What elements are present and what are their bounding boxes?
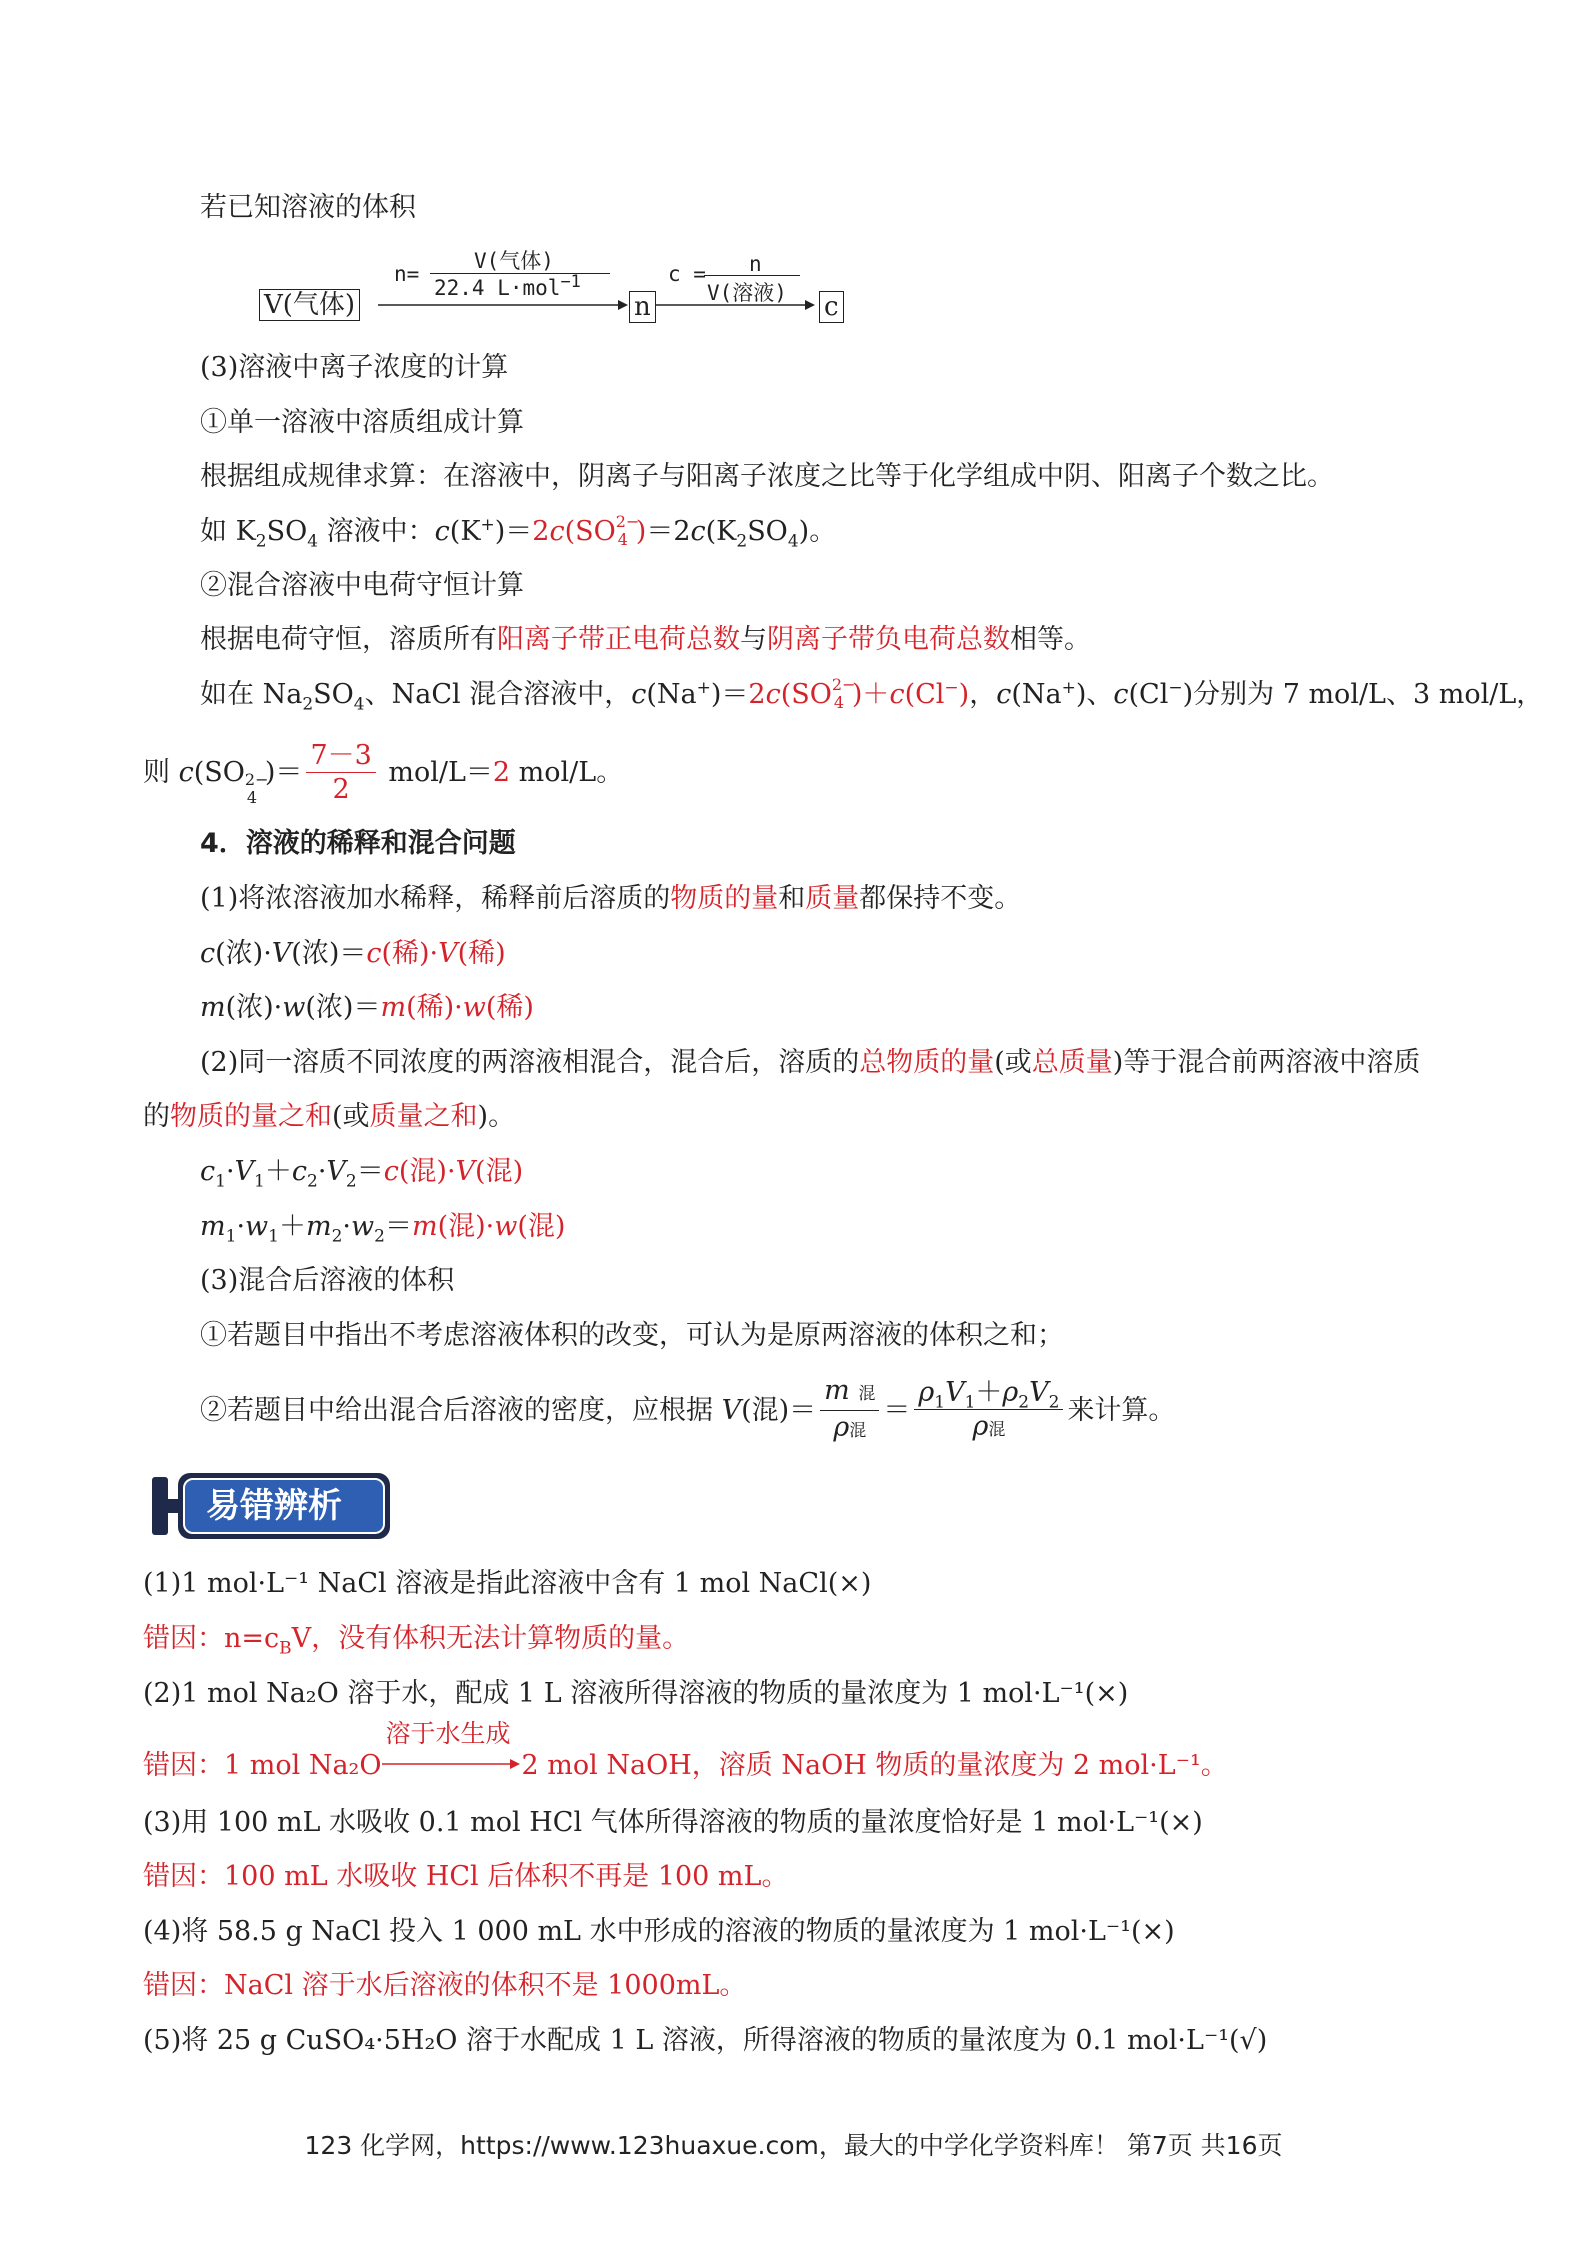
- error-item: (2)1 mol Na₂O 溶于水，配成 1 L 溶液所得溶液的物质的量浓度为 1 mol·L⁻¹(×): [143, 1678, 1129, 1709]
- k2so4-equation: 如 $K_2SO_4$ 溶液中：c(K+)＝2c(SO 2− 4 )$=2c(K_2SO_4)$。: [200, 512, 837, 552]
- flow-arrow2-fraction-bar: [704, 275, 800, 276]
- section-heading: 4．溶液的稀释和混合问题: [200, 828, 516, 859]
- page-footer: 123 化学网，https://www.123huaxue.com，最大的中学化学资料库！ 第7页 共16页: [304, 2131, 1283, 2160]
- text-line: ②混合溶液中电荷守恒计算: [200, 570, 524, 601]
- error-reason: 错因：100 mL 水吸收 HCl 后体积不再是 100 mL。: [143, 1861, 789, 1892]
- flow-arrow1-denominator: 22.4 L·mol$^{-1}$: [434, 272, 581, 300]
- charge-balance-equation: 如在 $Na_2SO_4$、NaCl 混合溶液中，c(Na+)＝2c(SO 2− 4 )＋c(Cl−)，c(Na+)、c(Cl−)分别为 7 mol/L、3 mol/L，: [200, 675, 1544, 715]
- mixing-equation-1: $c_1\cdot V_1+c_2\cdot V_2=c$(混)·V(混): [200, 1156, 524, 1192]
- text-line: (2)同一溶质不同浓度的两溶液相混合，混合后，溶质的总物质的量(或总质量)等于混合前两溶液中溶质: [200, 1047, 1421, 1078]
- error-item: (4)将 58.5 g NaCl 投入 1 000 mL 水中形成的溶液的物质的量浓度为 1 mol·L⁻¹(×): [143, 1916, 1175, 1947]
- error-item: (3)用 100 mL 水吸收 0.1 mol HCl 气体所得溶液的物质的量浓度恰好是 1 mol·L⁻¹(×): [143, 1807, 1203, 1838]
- error-reason: 错因：$n=c_BV$，没有体积无法计算物质的量。: [143, 1623, 690, 1659]
- error-item: (5)将 25 g CuSO₄·5H₂O 溶于水配成 1 L 溶液，所得溶液的物质的量浓度为 0.1 mol·L⁻¹(√): [143, 2025, 1268, 2056]
- text-line: (3)溶液中离子浓度的计算: [200, 352, 509, 383]
- text-line: 根据组成规律求算：在溶液中，阴离子与阳离子浓度之比等于化学组成中阴、阳离子个数之比。: [200, 461, 1334, 492]
- flow-arrow2-formula-lhs: c =: [668, 262, 706, 286]
- flow-box-n: n: [629, 291, 656, 323]
- text-line: 若已知溶液的体积: [200, 192, 416, 223]
- text-line: 的物质的量之和(或质量之和)。: [143, 1101, 516, 1132]
- error-reason: 错因：1 mol Na₂O 溶于水生成 2 mol NaOH，溶质 NaOH 物质的量浓度为 2 mol·L⁻¹。: [143, 1748, 1228, 1784]
- flow-arrow2-numerator: n: [749, 252, 762, 276]
- text-line: (3)混合后溶液的体积: [200, 1265, 455, 1296]
- mixed-volume-formula: ②若题目中给出混合后溶液的密度，应根据 V(混)＝ $\frac{\text{m 混}}{\text{ρ混}}$ ＝ $\frac{\rho_1V_1+\rho_2V_2}{\text{ρ混}}$ 来计算。: [200, 1375, 1176, 1443]
- reaction-arrow: [382, 1756, 522, 1776]
- text-line: 根据电荷守恒，溶质所有阳离子带正电荷总数与阴离子带负电荷总数相等。: [200, 624, 1091, 655]
- dilution-equation-1: c(浓)·V(浓)＝c(稀)·V(稀): [200, 938, 506, 969]
- flow-arrow1-formula-lhs: n=: [394, 262, 420, 286]
- sulfate-concentration-result: 则 c(SO 2− 4 )＝ $\frac{7-3}{2}$ mol/L＝2 mol/L。: [143, 740, 624, 807]
- mixing-equation-2: $m_1\cdot w_1+m_2\cdot w_2=m$(混)·w(混): [200, 1211, 566, 1247]
- banner-title: 易错辨析: [206, 1486, 342, 1526]
- dilution-equation-2: m(浓)·w(浓)＝m(稀)·w(稀): [200, 992, 534, 1023]
- flow-arrow1-numerator: V(气体): [474, 249, 554, 273]
- section-banner: [152, 1471, 394, 1541]
- flow-arrow2: [655, 298, 815, 312]
- error-item: (1)1 mol·L⁻¹ NaCl 溶液是指此溶液中含有 1 mol NaCl(×): [143, 1568, 872, 1599]
- flow-arrow1: [378, 298, 628, 312]
- flow-box-gas-volume: V(气体): [259, 289, 360, 321]
- text-line: ①若题目中指出不考虑溶液体积的改变，可认为是原两溶液的体积之和；: [200, 1320, 1064, 1351]
- error-reason: 错因：NaCl 溶于水后溶液的体积不是 1000mL。: [143, 1970, 747, 2001]
- text-line: (1)将浓溶液加水稀释，稀释前后溶质的物质的量和质量都保持不变。: [200, 883, 1022, 914]
- flow-arrow1-fraction-bar: [430, 273, 610, 274]
- flow-arrow2-denominator: V(溶液): [707, 281, 787, 305]
- reaction-condition: 溶于水生成: [385, 1718, 511, 1748]
- flow-box-c: c: [819, 291, 844, 323]
- text-line: ①单一溶液中溶质组成计算: [200, 407, 524, 438]
